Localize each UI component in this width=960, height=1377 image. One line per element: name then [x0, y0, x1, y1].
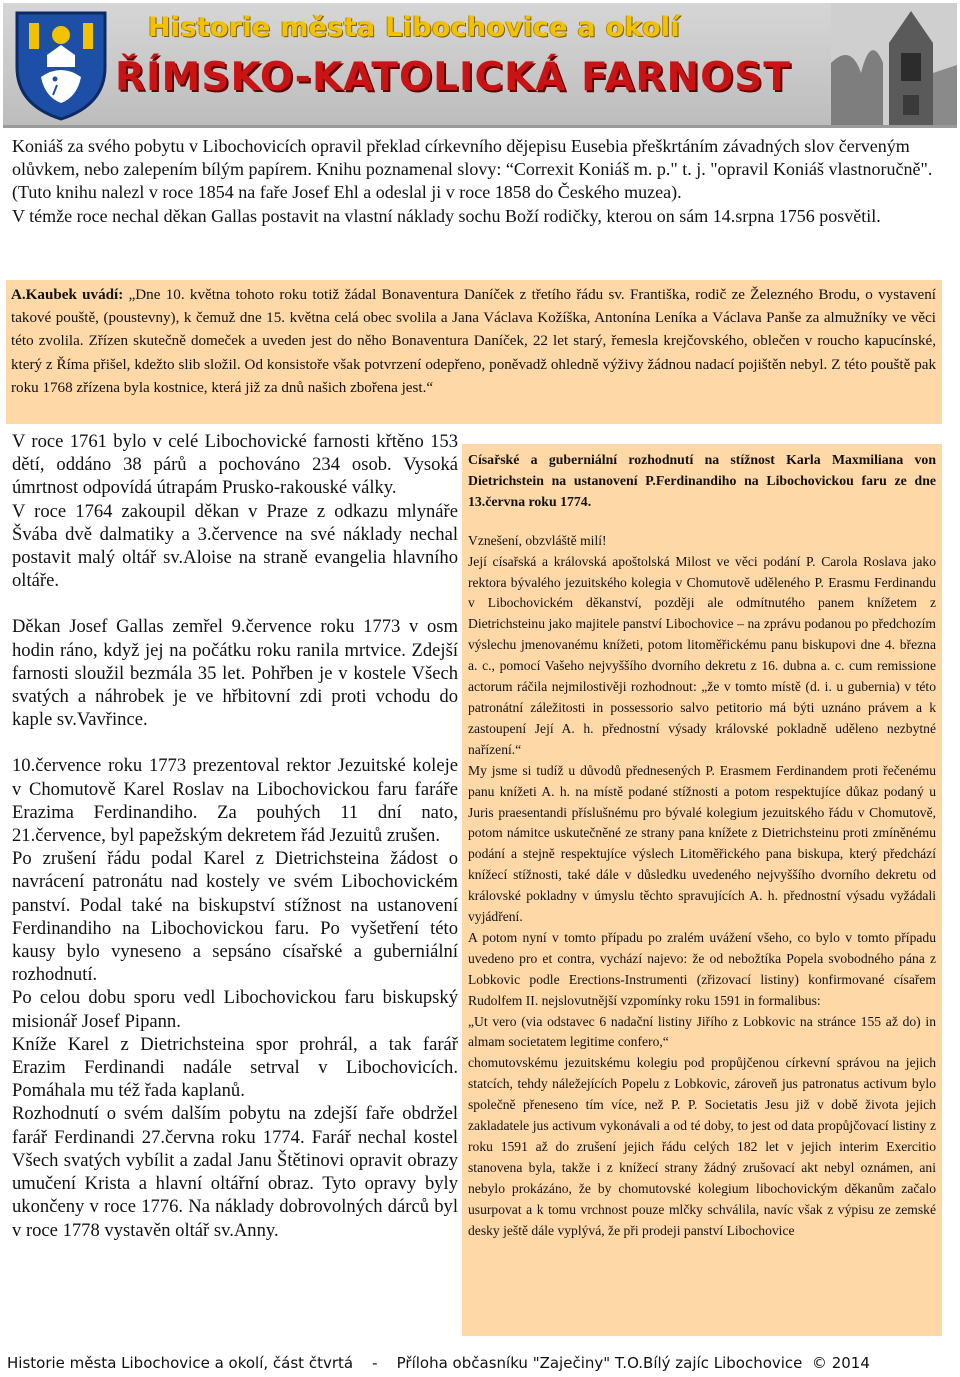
- left-paragraph: Kníže Karel z Dietrichsteina spor prohrál, a tak farář Erazim Ferdinandi nadále setrval v Libochovicích. Pomáhala mu též řada kaplanů.: [12, 1033, 458, 1102]
- left-paragraph: 10.července roku 1773 prezentoval rektor Jezuitské koleje v Chomutově Karel Roslav na Libochovickou faru faráře Erazima Ferdinandiho. Za pouhých 11 dní nato, 21.července, byl papežským dekretem řád Jezuitů zrušen.: [12, 755, 458, 847]
- banner-subtitle: ŘÍMSKO-KATOLICKÁ FARNOST: [115, 55, 791, 100]
- quote-text: „Dne 10. května tohoto roku totiž žádal Bonaventura Daníček z třetího řádu sv. Františka, rodič ze Železného Brodu, o vystavení takové pouště, (poustevny), k čemuž dne 15. května celá obec svolila a Jana Václava Kožíška, Antonína Leníka a Václava Panše za almužníky ve věci této zvolila. Zřízen skutečně domeček a uveden jest do něho Bonaventura Daníček, 22 let starý, řemesla krejčovského, oblečen v roucho kapucínské, který z Říma přišel, kdežto slib složil. Od konsistoře však potvrzení odepřeno, poněvadž ohledně výživy žádnou nadací pojištěn nebyl. Z této pouště pak roku 1768 zřízena byla kostnice, která již za dnů našich zbořena jest.“: [11, 287, 936, 396]
- quote-box: [6, 280, 942, 424]
- banner-title: Historie města Libochovice a okolí: [148, 12, 681, 43]
- left-paragraph: V roce 1761 bylo v celé Libochovické farnosti křtěno 153 dětí, oddáno 38 párů a pochováno 234 osob. Vysoká úmrtnost odpovídá útrapám Prusko-rakouské války.: [12, 431, 458, 499]
- page-footer: Historie města Libochovice a okolí, část čtvrtá - Příloha občasníku "Zaječiny" T.O.Bílý zajíc Libochovice © 2014: [7, 1354, 870, 1372]
- decree-box: [462, 444, 942, 1336]
- left-paragraph: Po celou dobu sporu vedl Libochovickou faru biskupský misionář Josef Pipann.: [12, 987, 458, 1032]
- town-crest-icon: [7, 5, 115, 123]
- intro-text: [12, 135, 946, 228]
- left-paragraph: Rozhodnutí o svém dalším pobytu na zdejší faře obdržel farář Ferdinandi 27.června roku 1774. Farář nechal kostel Všech svatých vybílit a zadal Janu Štětinovi opravit obrazy umučení Krista a hlavní oltářní obraz. Tyto opravy byly ukončeny v roce 1776. Na náklady dobrovolných dárců byl v roce 1778 vystavěn oltář sv.Anny.: [12, 1103, 458, 1241]
- decree-paragraph: „Ut vero (via odstavec 6 nadační listiny Jiřího z Lobkovic na stránce 155 až do) in almam societatem legitime confero,“: [468, 1013, 936, 1050]
- decree-greeting: Vznešení, obzvláště milí!: [468, 532, 607, 548]
- left-paragraph: V roce 1764 zakoupil děkan v Praze z odkazu mlynáře Švába dvě dalmatiky a 3.července na své náklady nechal postavit malý oltář sv.Aloise na straně evangelia hlavního oltáře.: [12, 500, 458, 592]
- left-column: [12, 430, 458, 1242]
- decree-heading: Císařské a guberniální rozhodnutí na stížnost Karla Maxmiliana von Dietrichstein na ustanovení P.Ferdinandiho na Libochovickou faru ze dne 13.června roku 1774.: [468, 452, 936, 509]
- decree-paragraph: Její císařská a královská apoštolská Milost ve věci podání P. Carola Roslava jako rektora bývalého jezuitského kolegia v Chomutově uděleného P. Erasmu Ferdinandu v Libochovickém děkanství, později ale odmítnutého panem knížetem z Dietrichsteinu jako majitele panství Libochovice – na zprávu podanou po předchozím výslechu jmenovanému knížeti, potom litoměřickému panu biskupovi dne 4. března a. c., pomocí Vašeho nejvyššího dvorního dekretu z 16. dubna a. c. cum remissione actorum ráčila nejmilostivěji rozhodnout: „že v tomto místě (d. i. u gubernia) v této patronátní záležitosti in possessorio salvo petitorio má býti uznáno právem a k zastoupení Její A. h. přednostní výsady královské pokladně uděleno nezbytné nařízení.“: [468, 553, 936, 757]
- quote-author: A.Kaubek uvádí:: [11, 287, 124, 303]
- left-paragraph: Po zrušení řádu podal Karel z Dietrichsteina žádost o navrácení patronátu nad kostely ve svém Libochovickém panství. Podal také na biskupství stížnost na ustanovení Ferdinandiho na Libochovickou faru. Po vyšetření této kausy bylo vyneseno a sepsáno císařské a guberniální rozhodnutí.: [12, 848, 458, 986]
- header-banner: [3, 3, 957, 128]
- decree-paragraph: A potom nyní v tomto případu po zralém uvážení všeho, co bylo v tomto případu uvedeno pro et contra, vychází najevo: že od nebožtíka Popela svobodného pána z Lobkovic podle Erections-Instrumenti (zřizovací listiny) konfirmované císařem Rudolfem II. nejslovutnější vzpomínky roku 1591 in formalibus:: [468, 929, 936, 1008]
- decree-paragraph: My jsme si tudíž u důvodů přednesených P. Erasmem Ferdinandem proti řečenému panu knížeti A. h. na místě podané stížnosti a potom respektujíce důkaz podaný u Juris praesentandi příslušnému pro bývalé kolegium jezuitského řádu v Chomutově, potom námitce uskutečněné ze strany pana knížete z Dietrichsteinu proti zmíněnému podání a stejně respektujíce výslech Litoměřického pana biskupa, který předchází knížecí stížnosti, také dále v důsledku uvedeného nejvyššího dvorního dekretu od královské pokladny v úmyslu těchto spravujících A. h. přednostní výsadu vyžádali vyjádření.: [468, 762, 936, 925]
- decree-paragraph: chomutovskému jezuitskému kolegiu pod propůjčenou církevní správou na jejich statcích, tehdy náležejících Popelu z Lobkovic, zároveň jus patronatus activum bylo společně přeneseno tím více, než P. P. Societatis Jesu již v době života jejich zakladatele jus activum vykonávali a od té doby, to jest od data propůjčovací listiny z roku 1591 až do zrušení jejich řádu celých 182 let v jejich interim Exercitio stanovena byla, takže i z knížecí strany žádný zrušovací akt nebyl oznámen, ani nebylo prokázáno, že by chomutovské kolegium libochovickým děkanům začalo usurpovat a k tomu vrchnost pouze mlčky schválila, navíc však z výpisu ze zemské desky ještě dále vyplývá, že při prodeji panství Libochovice: [468, 1055, 936, 1238]
- church-tower-photo-icon: [831, 3, 957, 125]
- intro-paragraph: Koniáš za svého pobytu v Libochovicích opravil překlad církevního dějepisu Eusebia přeškrtáním závadných slov červeným olůvkem, nebo zalepením bílým papírem. Knihu poznamenal slovy: “Correxit Koniáš m. p." t. j. "opravil Koniáš vlastnoručně". (Tuto knihu nalezl v roce 1854 na faře Josef Ehl a odeslal ji v roce 1858 do Českého muzea).: [12, 136, 933, 203]
- intro-paragraph: V témže roce nechal děkan Gallas postavit na vlastní náklady sochu Boží rodičky, kterou on sám 14.srpna 1756 posvětil.: [12, 205, 881, 226]
- left-paragraph: Děkan Josef Gallas zemřel 9.července roku 1773 v osm hodin ráno, když jej na počátku roku ranila mrtvice. Zdejší farnosti sloužil bezmála 35 let. Pohřben je v kostele Všech svatých a náhrobek je ve hřbitovní zdi proti vchodu do kaple sv.Vavřince.: [12, 616, 458, 731]
